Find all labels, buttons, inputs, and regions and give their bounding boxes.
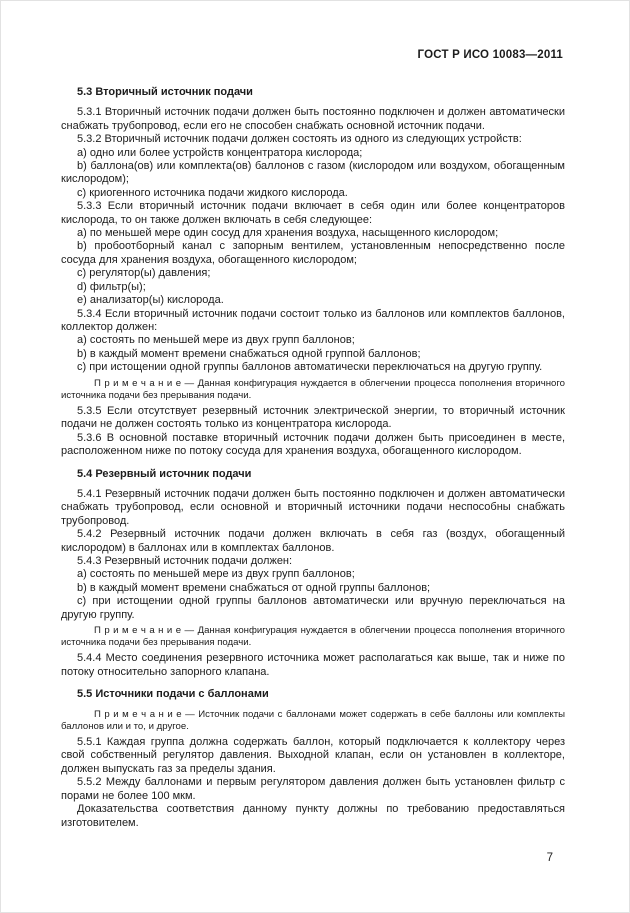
section-heading: 5.3 Вторичный источник подачи [77, 86, 253, 98]
list-item: a) одно или более устройств концентратора кислорода; [77, 146, 363, 159]
paragraph: 5.4.2 Резервный источник подачи должен включать в себя газ (воздух, обогащенный кислородом) в баллонах или в комплектах баллонов. [61, 528, 565, 554]
paragraph: 5.4.3 Резервный источник подачи должен: [77, 555, 293, 567]
list-item: а) состоять по меньшей мере из двух групп баллонов; [77, 568, 355, 581]
note: П р и м е ч а н и е — Данная конфигурация нуждается в облегчении процесса пополнения вторичного источника подачи без прерывания подачи. [61, 625, 565, 649]
list-item: b) в каждый момент времени снабжаться от одной группы баллонов; [77, 581, 431, 594]
list-item: e) анализатор(ы) кислорода. [77, 294, 224, 307]
list-item: а) состоять по меньшей мере из двух групп баллонов; [77, 334, 355, 347]
paragraph: 5.3.6 В основной поставке вторичный источник подачи должен быть присоединен в месте, расположенном ниже по потоку сосуда для хранения воздуха, обогащенного кислородом. [61, 431, 565, 458]
list-item: c) при истощении одной группы баллонов автоматически или вручную переключаться на другую группу. [61, 595, 565, 621]
list-item: b) баллона(ов) или комплекта(ов) баллонов с газом (кислородом или воздухом, обогащенным кислородом); [61, 160, 565, 186]
list-item: d) фильтр(ы); [77, 280, 146, 293]
paragraph: 5.3.4 Если вторичный источник подачи состоит только из баллонов или комплектов баллонов, коллектор должен: [61, 307, 565, 333]
section-heading: 5.5 Источники подачи с баллонами [77, 688, 269, 701]
list-item: c) регулятор(ы) давления; [77, 267, 211, 280]
document-header: ГОСТ Р ИСО 10083—2011 [417, 49, 563, 61]
list-item: а) по меньшей мере один сосуд для хранения воздуха, насыщенного кислородом; [77, 227, 499, 240]
paragraph: 5.5.2 Между баллонами и первым регулятором давления должен быть установлен фильтр с порами не более 100 мкм. [61, 776, 565, 802]
list-item: b) пробоотборный канал с запорным вентилем, установленным непосредственно после сосуда для хранения воздуха, обогащенного кислородом; [61, 240, 565, 266]
note: П р и м е ч а н и е — Данная конфигурация нуждается в облегчении процесса пополнения вторичного источника подачи без прерывания подачи. [61, 377, 565, 401]
document-body [61, 77, 565, 830]
paragraph: 5.4.1 Резервный источник подачи должен быть постоянно подключен и должен автоматически снабжать трубопровод, если основной и вторичный источники подачи неспособны снабжать трубопровод. [61, 487, 565, 527]
paragraph: 5.3.1 Вторичный источник подачи должен быть постоянно подключен и должен автоматически снабжать трубопровод, если его не способен снабжать основной источник подачи. [61, 106, 565, 132]
paragraph: 5.4.4 Место соединения резервного источника может располагаться как выше, так и ниже по потоку относительно запорного клапана. [61, 652, 565, 678]
paragraph: Доказательства соответствия данному пункту должны по требованию предоставляться изготовителем. [61, 803, 565, 829]
section-heading: 5.4 Резервный источник подачи [77, 467, 252, 480]
paragraph: 5.5.1 Каждая группа должна содержать баллон, который подключается к коллектору через свой собственный регулятор давления. Выходной клапан, если он установлен в коллекторе, должен выпускать газ за пределы здания. [61, 736, 565, 775]
note: П р и м е ч а н и е — Источник подачи с баллонами может содержать в себе баллоны или комплекты баллонов или и то, и другое. [61, 708, 565, 732]
list-item: b) в каждый момент времени снабжаться одной группой баллонов; [77, 347, 421, 360]
page-number: 7 [546, 852, 553, 864]
paragraph: 5.3.2 Вторичный источник подачи должен состоять из одного из следующих устройств: [77, 133, 522, 146]
paragraph: 5.3.5 Если отсутствует резервный источник электрической энергии, то вторичный источник подачи не должен состоять только из концентратора кислорода. [61, 404, 565, 431]
list-item: c) при истощении одной группы баллонов автоматически переключаться на другую группу. [77, 361, 543, 374]
paragraph: 5.3.3 Если вторичный источник подачи включает в себя один или более концентраторов кислорода, то он также должен включать в себя следующее: [61, 200, 565, 226]
list-item: c) криогенного источника подачи жидкого кислорода. [77, 186, 348, 199]
